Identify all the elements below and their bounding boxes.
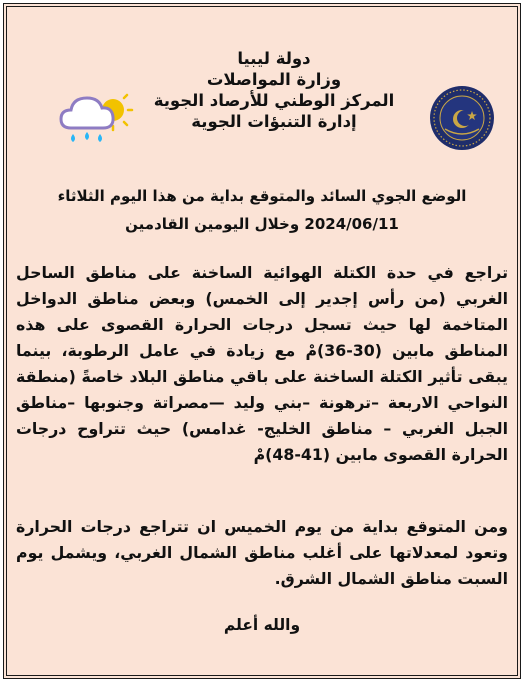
- headline-line1: الوضع الجوي السائد والمتوقع بداية من هذا اليوم الثلاثاء: [57, 187, 467, 205]
- forecast-paragraph-2: ومن المتوقع بداية من يوم الخميس ان تتراجع درجات الحرارة وتعود لمعدلاتها على أغلب مناطق الشمال الغربي، ويشمل يوم السبت مناطق الشمال الشرق.: [16, 517, 508, 588]
- libya-ministry-seal-icon: [429, 85, 495, 151]
- header-state: دولة ليبيا: [237, 49, 311, 68]
- header-center: المركز الوطني للأرصاد الجوية: [153, 91, 395, 110]
- closing-phrase: والله أعلم: [223, 616, 301, 634]
- headline-line2: 2024/06/11 وخلال اليومين القادمين: [125, 215, 399, 233]
- header-block: [144, 48, 404, 132]
- header-department: إدارة التنبؤات الجوية: [191, 112, 357, 131]
- header-ministry: وزارة المواصلات: [206, 70, 342, 89]
- forecast-paragraph-1: تراجع في حدة الكتلة الهوائية الساخنة على مناطق الساحل الغربي (من رأس إجدير إلى الخمس) وبعض مناطق الدواخل المتاخمة لها حيث تسجل درجات الحرارة القصوى على هذه المناطق مابين (30-36)مْ مع زيادة في عامل الرطوبة، بينما يبقى تأثير الكتلة الساخنة على باقي مناطق البلاد خاصةً (منطقة النواحي الاربعة –ترهونة –بني وليد —مصراتة وجنوبها –مناطق الجبل الغربي – مناطق الخليج- غدامس) حيث تتراوح درجات الحرارة القصوى مابين (41-48)مْ: [16, 263, 508, 464]
- bulletin-sheet: [3, 3, 521, 679]
- forecast-headline: [16, 182, 508, 238]
- cloud-rain-sun-icon: [59, 88, 134, 144]
